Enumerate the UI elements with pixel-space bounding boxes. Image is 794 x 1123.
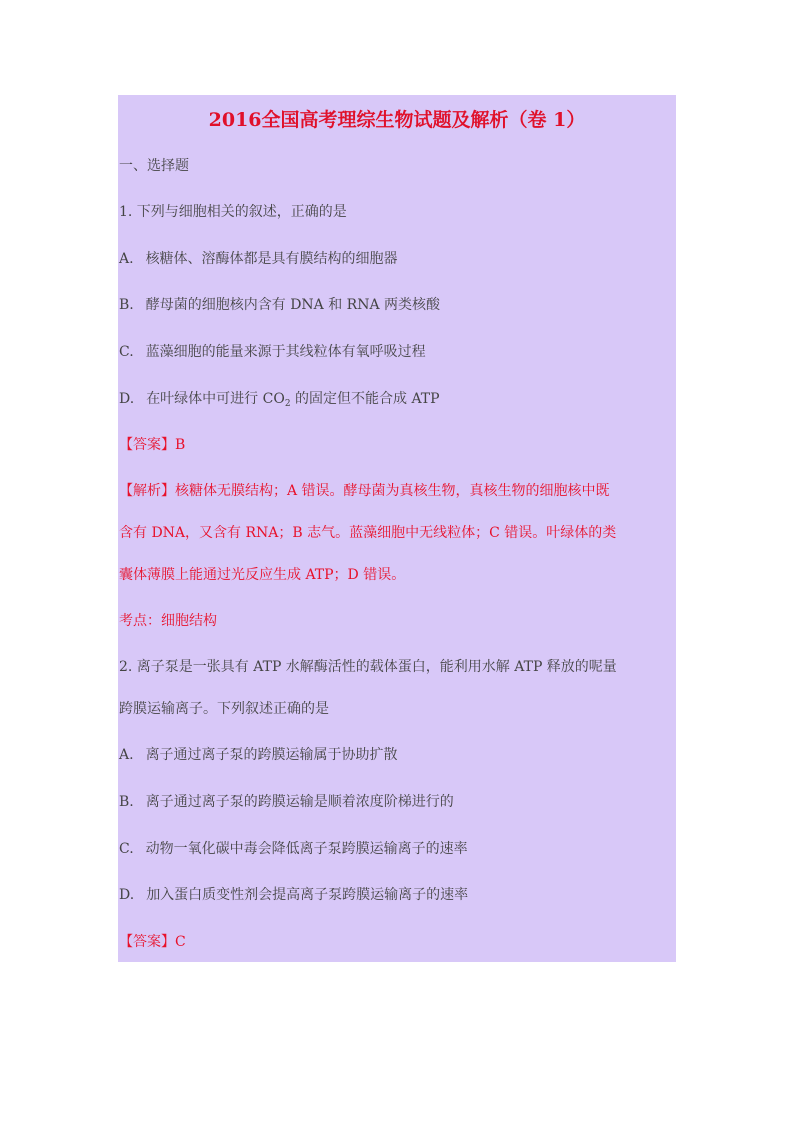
option-letter: B. xyxy=(119,794,134,810)
question-1-option-c xyxy=(119,343,426,361)
question-1-option-d xyxy=(119,390,440,408)
section-heading: 一、选择题 xyxy=(119,158,189,174)
question-2-option-a xyxy=(119,746,398,764)
question-1-stem: 1. 下列与细胞相关的叙述，正确的是 xyxy=(119,204,347,220)
option-text-before: 在叶绿体中可进行 CO xyxy=(146,391,285,407)
option-text: 核糖体、溶酶体都是具有膜结构的细胞器 xyxy=(145,251,398,267)
question-2-stem-line: 跨膜运输离子。下列叙述正确的是 xyxy=(119,701,329,717)
option-letter: A. xyxy=(119,747,134,763)
option-text: 离子通过离子泵的跨膜运输是顺着浓度阶梯进行的 xyxy=(145,794,454,810)
question-1-option-a xyxy=(119,250,398,268)
option-letter: C. xyxy=(119,841,134,857)
question-1-analysis-line: 囊体薄膜上能通过光反应生成 ATP；D 错误。 xyxy=(119,567,406,583)
option-text-after: 的固定但不能合成 ATP xyxy=(290,391,440,407)
option-letter: D. xyxy=(119,887,135,903)
option-text: 蓝藻细胞的能量来源于其线粒体有氧呼吸过程 xyxy=(145,344,426,360)
option-letter: D. xyxy=(119,391,135,407)
question-1-knowledge-point: 考点：细胞结构 xyxy=(119,613,217,629)
option-text: 动物一氧化碳中毒会降低离子泵跨膜运输离子的速率 xyxy=(145,841,468,857)
question-2-stem-line: 2. 离子泵是一张具有 ATP 水解酶活性的载体蛋白，能利用水解 ATP 释放的呢量 xyxy=(119,659,617,675)
option-letter: A. xyxy=(119,251,134,267)
option-text: 加入蛋白质变性剂会提高离子泵跨膜运输离子的速率 xyxy=(146,887,469,903)
option-subscript: 2 xyxy=(284,399,291,409)
question-1-option-b xyxy=(119,296,440,314)
question-1-answer: 【答案】B xyxy=(119,437,186,453)
question-2-answer: 【答案】C xyxy=(119,934,186,950)
option-letter: C. xyxy=(119,344,134,360)
option-text: 酵母菌的细胞核内含有 DNA 和 RNA 两类核酸 xyxy=(145,297,441,313)
question-2-option-d xyxy=(119,886,468,904)
question-1-analysis-line: 【解析】核糖体无膜结构；A 错误。酵母菌为真核生物，真核生物的细胞核中既 xyxy=(119,483,610,499)
document-title: 2016全国高考理综生物试题及解析（卷 1） xyxy=(208,109,586,131)
option-text: 离子通过离子泵的跨膜运输属于协助扩散 xyxy=(145,747,398,763)
question-1-analysis-line: 含有 DNA，又含有 RNA；B 志气。蓝藻细胞中无线粒体；C 错误。叶绿体的类 xyxy=(119,525,617,541)
question-2-option-c xyxy=(119,840,468,858)
option-letter: B. xyxy=(119,297,134,313)
question-2-option-b xyxy=(119,793,454,811)
